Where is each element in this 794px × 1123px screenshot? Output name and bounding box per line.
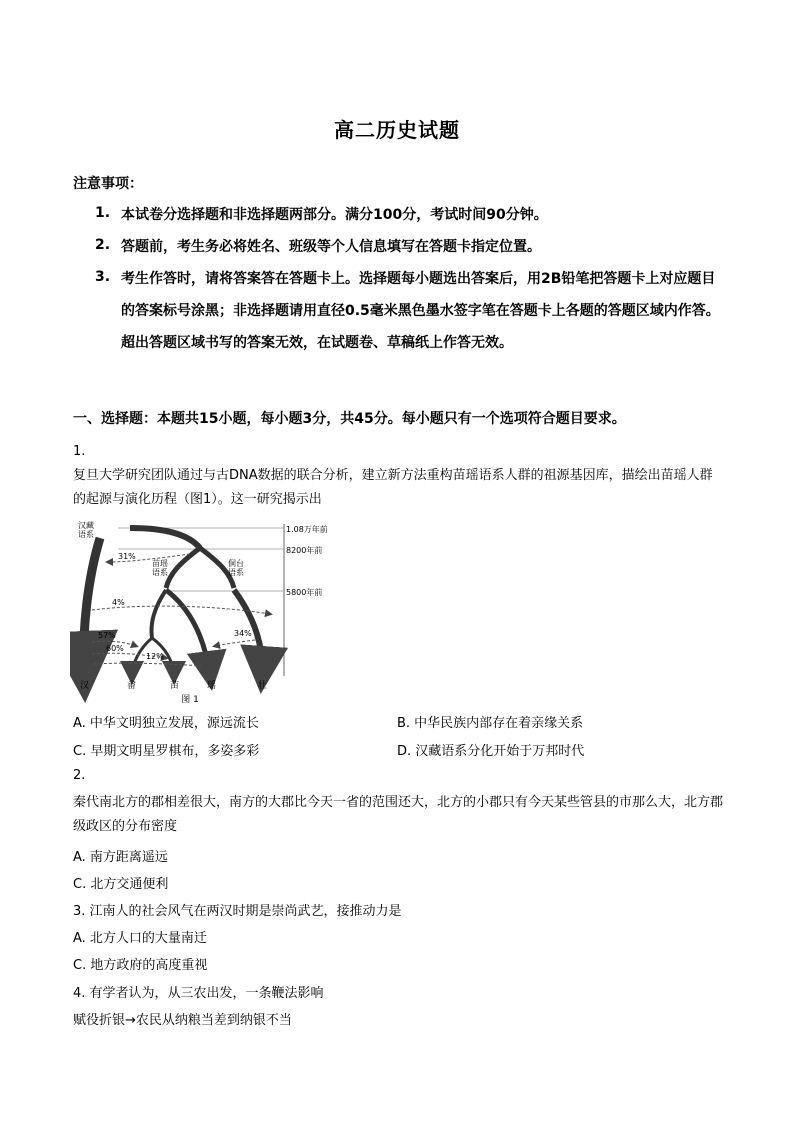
notice-item-3-text: 考生作答时，请将答案答在答题卡上。选择题每小题选出答案后，用2B铅笔把答题卡上对应题目的答案标号涂黑；非选择题请用直径0.5毫米黑色墨水签字笔在答题卡上各题的答题区域内作答。超出答题区域书写的答案无效，在试题卷、草稿纸上作答无效。 (121, 271, 720, 351)
question-3-option-c: C. 地方政府的高度重视 (73, 958, 208, 973)
question-3-stem: 3. 江南人的社会风气在两汉时期是崇尚武艺，接推动力是 (73, 904, 402, 919)
figure-caption: 图 1 (181, 695, 199, 705)
notice-item-2-number: 2. (95, 237, 111, 253)
group-label-miaoyao (152, 558, 168, 577)
question-2-option-a: A. 南方距离遥远 (73, 850, 168, 865)
miaoyao-label-2: 语系 (152, 568, 168, 577)
group-label-dongtai (228, 558, 244, 577)
miaoyao-split (166, 548, 200, 588)
question-4-stem: 4. 有学者认为，从三农出发，一条鞭法影响 (73, 986, 324, 1001)
notice-item-2-text: 答题前，考生务必将姓名、班级等个人信息填写在答题卡指定位置。 (121, 239, 541, 255)
question-1-option-c: C. 早期文明星罗棋布，多姿多彩 (73, 744, 260, 759)
time-label-108: 1.08万年前 (286, 525, 328, 534)
miaoyao-left (152, 590, 166, 638)
root-branch (130, 528, 200, 548)
question-1-stem: 复旦大学研究团队通过与古DNA数据的联合分析，建立新方法重构苗瑶语系人群的祖源基因库，描绘出苗瑶人群的起源与演化历程（图1）。这一研究揭示出 (73, 468, 713, 507)
time-label-5800: 5800年前 (286, 588, 323, 597)
question-4-line-2: 赋役折银→农民从纳粮当差到纳银不当 (73, 1013, 292, 1028)
pct-12: 12% (146, 652, 164, 661)
question-2-option-c: C. 北方交通便利 (73, 877, 169, 892)
time-label-8200: 8200年前 (286, 546, 323, 555)
question-1-number: 1. (73, 444, 86, 459)
dongtai-label-2: 语系 (228, 568, 244, 577)
flow-34 (215, 640, 255, 646)
hanzang-label-1: 汉藏 (78, 521, 94, 530)
question-2-number: 2. (73, 768, 86, 783)
flow-12 (94, 663, 206, 666)
label-han: 汉 (80, 681, 90, 691)
notice-heading: 注意事项： (73, 176, 143, 192)
label-zhuang: 壮 (258, 681, 268, 691)
miaoyao-label-1: 苗瑶 (152, 559, 168, 568)
pct-57: 57% (98, 631, 116, 640)
pct-34: 34% (234, 629, 252, 638)
figure-1-diagram (70, 518, 330, 708)
label-yao: 瑶 (207, 681, 217, 691)
question-1-option-d: D. 汉藏语系分化开始于万邦时代 (397, 744, 585, 759)
section-heading: 一、选择题：本题共15小题，每小题3分，共45分。每小题只有一个选项符合题目要求。 (73, 411, 626, 427)
label-she: 畲 (127, 681, 137, 691)
group-label-hanzang (78, 520, 94, 539)
pct-31: 31% (118, 552, 136, 561)
notice-item-1-number: 1. (95, 205, 111, 221)
question-1-option-b: B. 中华民族内部存在着亲缘关系 (397, 716, 584, 731)
page-title: 高二历史试题 (334, 118, 460, 142)
question-1-option-a: A. 中华文明独立发展，源远流长 (73, 716, 259, 731)
pct-60: 60% (106, 644, 124, 653)
hanzang-branch (84, 538, 100, 676)
question-2-stem: 秦代南北方的郡相差很大，南方的大郡比今天一省的范围还大，北方的小郡只有今天某些管县的市那么大，北方郡级政区的分布密度 (73, 795, 724, 834)
hanzang-label-2: 语系 (78, 530, 94, 539)
question-3-option-a: A. 北方人口的大量南迁 (73, 931, 207, 946)
dongtai-label-1: 侗台 (228, 559, 244, 568)
notice-item-1-text: 本试卷分选择题和非选择题两部分。满分100分，考试时间90分钟。 (121, 207, 548, 223)
pct-4: 4% (112, 598, 125, 607)
notice-item-3-number: 3. (95, 269, 111, 285)
label-miao: 苗 (170, 681, 180, 691)
